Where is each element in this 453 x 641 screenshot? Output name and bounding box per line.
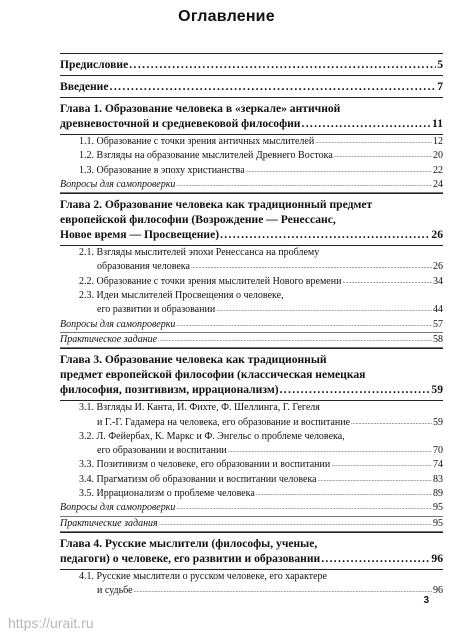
toc-entry-section[interactable]	[60, 430, 443, 459]
exercise-label: Практическое задание	[60, 333, 158, 345]
section-title-line: 3.3. Позитивизм о человеке, его образовании и воспитании	[79, 459, 331, 471]
section-title-line: его образовании и воспитании	[97, 445, 227, 457]
leader-dots	[256, 487, 432, 501]
leader-dots	[302, 116, 432, 131]
leader-dots	[191, 260, 432, 274]
toc-entry-section[interactable]	[60, 246, 443, 275]
leader-dots	[176, 318, 432, 332]
section-title-line: 3.2. Л. Фейербах, К. Маркс и Ф. Энгельс о проблеме человека,	[79, 430, 345, 442]
leader-dots	[321, 551, 430, 566]
section-title-line: образования человека	[97, 261, 190, 273]
toc-page-number: 11	[432, 117, 443, 130]
section-title-row	[79, 584, 443, 598]
toc-page-number: 44	[433, 304, 443, 316]
leader-dots	[176, 178, 432, 192]
toc-entry-exercise[interactable]	[60, 333, 443, 347]
toc-entry-section[interactable]	[60, 570, 443, 599]
toc-entry-section[interactable]	[60, 401, 443, 430]
leader-dots	[158, 333, 432, 347]
toc-page-number: 5	[437, 58, 443, 71]
leader-dots	[134, 584, 432, 598]
leader-dots	[220, 227, 430, 242]
section-title-line: 3.4. Прагматизм об образовании и воспитании человека	[79, 473, 317, 485]
chapter-block	[60, 533, 443, 599]
chapter-title-line: древневосточной и средневековой философии	[60, 117, 301, 130]
toc-page-number: 20	[433, 150, 443, 162]
leader-dots	[159, 517, 432, 531]
section-title-row	[79, 487, 443, 501]
chapter-title-row	[60, 116, 443, 131]
chapter-title-line: Глава 2. Образование человека как традиционный предмет	[60, 198, 373, 212]
chapter-title-line: педагоги) о человеке, его развитии и образовании	[60, 551, 321, 565]
toc-page-number: 59	[433, 416, 443, 428]
toc-page-number: 26	[431, 228, 443, 242]
section-title-line: 4.1. Русские мыслители о русском человеке, его характере	[79, 570, 327, 582]
chapter-title-row	[60, 551, 443, 566]
leader-dots	[334, 149, 432, 163]
toc-entry-chapter[interactable]	[60, 194, 443, 245]
section-title-line: 1.3. Образование в эпоху христианства	[79, 164, 245, 176]
section-title-row	[79, 164, 443, 178]
section-title-line: 3.5. Иррационализм о проблеме человека	[79, 488, 255, 500]
toc-page-number: 74	[433, 459, 443, 471]
chapter-title-line: Глава 1. Образование человека в «зеркале» античной	[60, 102, 341, 115]
watermark: https://urait.ru	[8, 615, 94, 631]
toc-entry-section[interactable]	[60, 289, 443, 318]
toc-entry-section[interactable]	[60, 135, 443, 149]
toc-entry-section[interactable]	[60, 473, 443, 487]
section-title-line: и судьбе	[97, 585, 133, 597]
toc-page-number: 57	[433, 318, 443, 330]
section-title-line: 1.1. Образование с точки зрения античных мыслителей	[79, 136, 315, 147]
table-of-contents	[60, 53, 443, 599]
toc-page-number: 95	[433, 517, 443, 529]
toc-page-number: 59	[431, 383, 443, 397]
section-title-row	[79, 303, 443, 317]
toc-entry-exercise[interactable]	[60, 517, 443, 531]
chapter-title-line: философия, позитивизм, иррационализм)	[60, 383, 279, 397]
section-title-line: его развитии и образовании	[97, 304, 216, 316]
leader-dots	[129, 57, 436, 72]
toc-entry-preface[interactable]	[60, 54, 443, 75]
toc-page-number: 34	[433, 275, 443, 287]
leader-dots	[110, 79, 437, 94]
section-title-row	[79, 275, 443, 289]
exercise-label: Вопросы для самопроверки	[60, 178, 176, 190]
chapters-list	[60, 98, 443, 599]
section-title-line: 2.3. Идеи мыслителей Просвещения о человеке,	[79, 290, 284, 302]
toc-page-number: 7	[437, 80, 443, 93]
leader-dots	[351, 416, 432, 430]
chapter-title-row	[60, 382, 443, 397]
chapter-block	[60, 194, 443, 349]
chapter-title-line: предмет европейской философии (классическая немецкая	[60, 368, 366, 382]
section-title-row	[79, 473, 443, 487]
section-title-row	[79, 135, 443, 149]
page-number: 3	[423, 595, 429, 606]
toc-page-number: 12	[433, 136, 443, 147]
toc-entry-section[interactable]	[60, 487, 443, 501]
toc-entry-chapter[interactable]	[60, 349, 443, 400]
toc-page-number: 22	[433, 164, 443, 176]
toc-entry-exercise[interactable]	[60, 178, 443, 192]
chapter-title-line: европейской философии (Возрождение — Ренессанс,	[60, 213, 336, 227]
leader-dots	[246, 164, 432, 178]
toc-entry-label: Предисловие	[60, 58, 129, 71]
exercise-label: Вопросы для самопроверки	[60, 502, 176, 514]
toc-entry-section[interactable]	[60, 149, 443, 163]
section-title-line: 2.2. Образование с точки зрения мыслителей Нового времени	[79, 275, 342, 287]
toc-page-number: 96	[431, 551, 443, 565]
chapter-block	[60, 98, 443, 194]
toc-page-number: 58	[433, 333, 443, 345]
section-title-line: 2.1. Взгляды мыслителей эпохи Ренессанса на проблему	[79, 247, 320, 259]
toc-page-number: 70	[433, 445, 443, 457]
exercise-label: Практические задания	[60, 517, 158, 529]
toc-entry-label: Введение	[60, 80, 109, 93]
section-title-row	[79, 416, 443, 430]
toc-page-number: 83	[433, 473, 443, 485]
section-title-line: 1.2. Взгляды на образование мыслителей Древнего Востока	[79, 150, 333, 162]
leader-dots	[176, 501, 432, 515]
section-title-row	[79, 260, 443, 274]
toc-entry-section[interactable]	[60, 275, 443, 289]
section-title-row	[79, 444, 443, 458]
toc-page-number: 89	[433, 488, 443, 500]
toc-page-number: 95	[433, 502, 443, 514]
page-title: Оглавление	[178, 8, 275, 25]
toc-entry-chapter[interactable]	[60, 98, 443, 134]
chapter-title-row	[60, 227, 443, 242]
chapter-title-line: Глава 4. Русские мыслители (философы, ученые,	[60, 536, 318, 550]
toc-page-number: 26	[433, 261, 443, 273]
toc-entry-chapter[interactable]	[60, 533, 443, 569]
chapter-block	[60, 349, 443, 533]
toc-entry-section[interactable]	[60, 458, 443, 472]
leader-dots	[280, 382, 431, 397]
section-title-row	[79, 149, 443, 163]
leader-dots	[331, 458, 432, 472]
chapter-title-line: Глава 3. Образование человека как традиционный	[60, 353, 327, 367]
toc-entry-exercise[interactable]	[60, 501, 443, 515]
leader-dots	[228, 444, 432, 458]
exercise-label: Вопросы для самопроверки	[60, 318, 176, 330]
chapter-title-line: Новое время — Просвещение)	[60, 228, 220, 242]
toc-entry-section[interactable]	[60, 164, 443, 178]
section-title-line: и Г.-Г. Гадамера на человека, его образование и воспитание	[97, 416, 351, 428]
leader-dots	[318, 473, 432, 487]
leader-dots	[216, 303, 432, 317]
leader-dots	[315, 135, 432, 149]
toc-page-number: 24	[433, 178, 443, 190]
leader-dots	[342, 275, 432, 289]
toc-page-number: 96	[433, 585, 443, 597]
toc-entry-intro[interactable]	[60, 76, 443, 97]
section-title-row	[79, 458, 443, 472]
section-title-line: 3.1. Взгляды И. Канта, И. Фихте, Ф. Шеллинга, Г. Гегеля	[79, 402, 320, 414]
toc-entry-exercise[interactable]	[60, 318, 443, 332]
